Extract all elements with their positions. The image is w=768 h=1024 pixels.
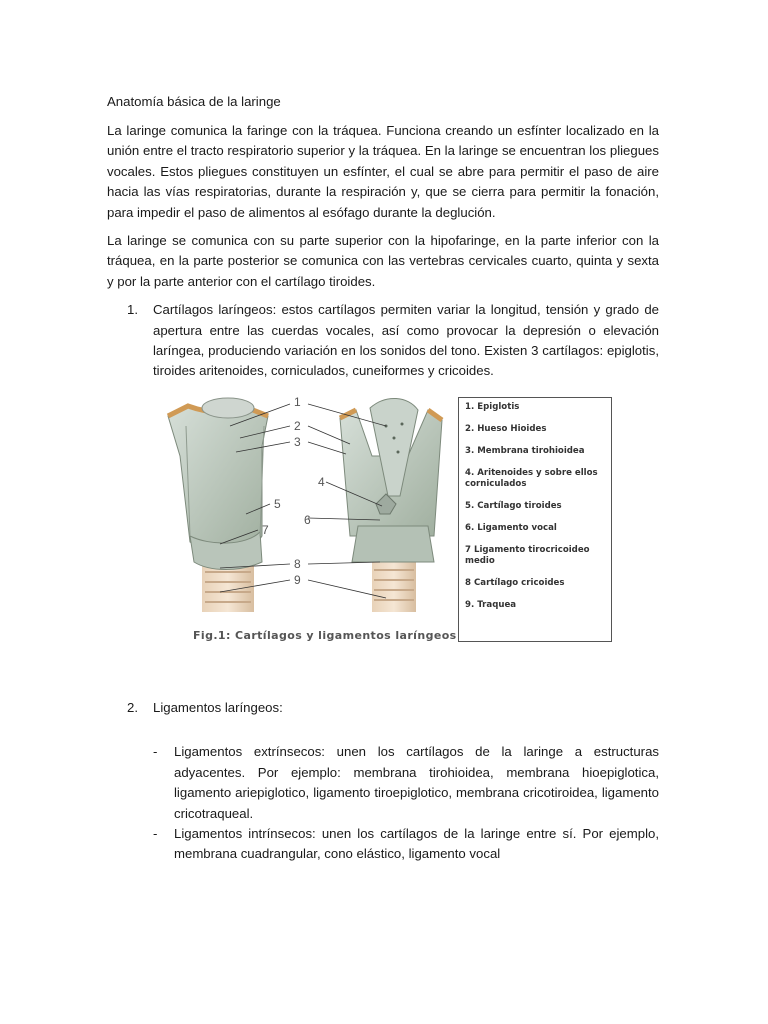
legend-item: 4. Aritenoides y sobre ellos corniculados [465,467,598,489]
callout-9: 9 [294,572,301,587]
paragraph-relations: La laringe se comunica con su parte superior con la hipofaringe, en la parte inferior con la tráquea, en la parte posterior se comunica con las vertebras cervicales cuarto, quinta y sexta y por la parte anterior con el cartílago tiroides. [107,233,659,289]
legend-item: 6. Ligamento vocal [465,522,557,533]
sublist-item-text: Ligamentos extrínsecos: unen los cartílagos de la laringe a estructuras adyacentes. Por ejemplo: membrana tirohioidea, membrana hioepiglotica, ligamento ariepiglotico, ligamento tiroepiglotico, membrana cricotiroidea, ligamento cricotraqueal. [174,744,659,821]
callout-6: 6 [304,512,311,527]
sublist-item-text: Ligamentos intrínsecos: unen los cartílagos de la laringe entre sí. Por ejemplo, membrana cuadrangular, cono elástico, ligamento vocal [174,825,659,862]
figure-caption: Fig.1: Cartílagos y ligamentos laríngeos [193,628,457,642]
ligament-sublist [107,742,659,864]
callout-8: 8 [294,556,301,571]
legend-item: 9. Traquea [465,599,517,610]
legend-item: 3. Membrana tirohioidea [465,445,585,456]
legend-item: 5. Cartílago tiroides [465,500,562,511]
callout-2: 2 [294,418,301,433]
list-number: 2. [127,699,138,715]
document-page [107,92,659,865]
list-item-text: Cartílagos laríngeos: estos cartílagos permiten variar la longitud, tensión y grado de apertura entre las cuerdas vocales, así como provocar la depresión o elevación laríngea, produciendo variación en los sonidos del tono. Existen 3 cartílagos: epiglotis, tiroides aritenoides, corniculados, cuneiformes y cricoides. [153,302,659,379]
legend-item: 2. Hueso Hioides [465,423,547,434]
list-item-ligamentos [107,698,659,718]
sublist-item-intrinsecos [107,824,659,865]
document-title: Anatomía básica de la laringe [107,94,281,109]
callout-numbers [262,395,325,587]
legend-item: 8 Cartílago cricoides [465,577,565,588]
callout-7: 7 [262,522,269,537]
legend-item: 7 Ligamento tirocricoideo medio [465,544,590,566]
dash-bullet: - [153,744,158,760]
sublist-item-extrinsecos [107,742,659,824]
back-view [340,398,442,612]
figure-larynx [107,386,659,686]
dash-bullet: - [153,825,158,841]
callout-4: 4 [318,474,325,489]
list-item-text: Ligamentos laríngeos: [153,699,283,715]
callout-3: 3 [294,434,301,449]
list-number: 1. [127,302,138,318]
list-item-cartilagos [107,300,659,382]
callout-1: 1 [294,394,301,409]
paragraph-intro: La laringe comunica la faringe con la tráquea. Funciona creando un esfínter localizado en la unión entre el tracto respiratorio superior y la tráquea. En la laringe se encuentran los pliegues vocales. Estos pliegues constituyen un esfínter, el cual se abre para permitir el paso de aire hacia las vías respiratorias, durante la respiración y, que se cierra para permitir la fonación, para impedir el paso de alimentos al esófago durante la deglución. [107,123,659,220]
larynx-illustration [150,386,460,612]
front-view [168,398,268,612]
callout-5: 5 [274,496,281,511]
figure-legend [458,397,612,642]
legend-item: 1. Epiglotis [465,401,520,412]
